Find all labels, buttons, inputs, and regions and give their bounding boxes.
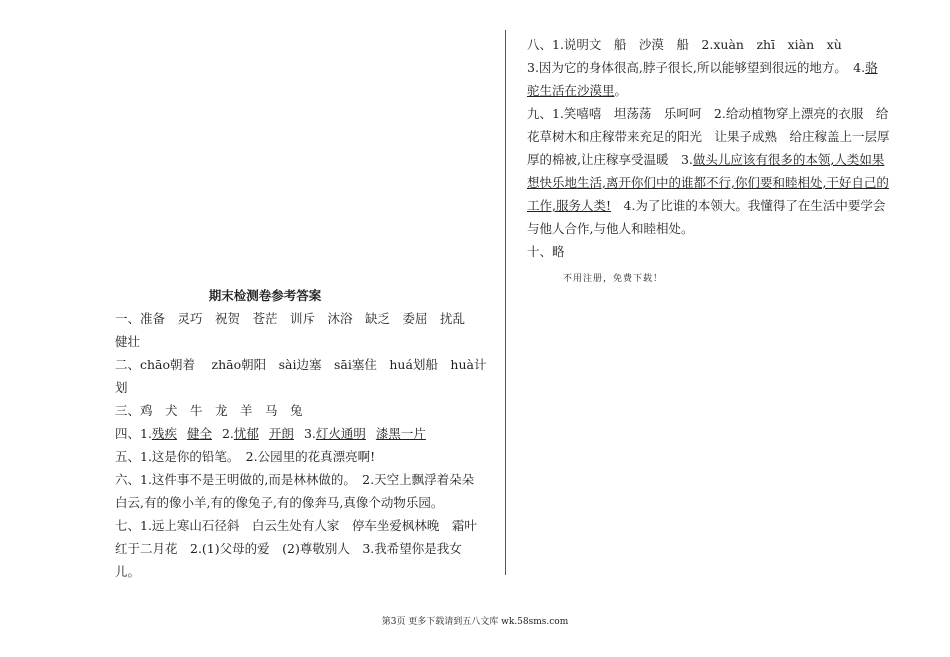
answer-8-cont — [527, 56, 892, 79]
download-notice: 不用注册，免费下载！ — [563, 274, 664, 284]
answer-3: 三、鸡 犬 牛 龙 羊 马 兔 — [115, 403, 303, 418]
answer-4-num-2: 2. — [221, 426, 234, 441]
answer-7-cont-2: 儿。 — [115, 564, 141, 579]
answer-8-cont-2 — [527, 79, 892, 102]
answer-4-num-3: 3. — [303, 426, 316, 441]
answer-9-underlined: 做头儿应该有很多的本领,人类如果 — [692, 152, 885, 167]
answer-9-cont-3: 想快乐地生活,离开你们中的谁都不行,你们要和睦相处,干好自己的 — [527, 175, 889, 190]
answer-5: 五、1.这是你的铅笔。 2.公园里的花真漂亮啊! — [115, 449, 376, 464]
column-divider — [505, 30, 506, 575]
answer-9: 九、1.笑嘻嘻 坦荡荡 乐呵呵 2.给动植物穿上漂亮的衣服 给 — [527, 106, 889, 121]
answer-4-word-1: 残疾 — [151, 426, 177, 441]
answer-1: 一、准备 灵巧 祝贺 苍茫 训斥 沐浴 缺乏 委屈 扰乱 — [115, 311, 466, 326]
answer-4-word-2: 健全 — [186, 426, 212, 441]
answer-8-underlined-cont: 驼生活在沙漠里 — [527, 83, 615, 98]
answer-4 — [115, 422, 475, 445]
answer-10: 十、略 — [527, 244, 565, 259]
answer-4-word-4: 开朗 — [268, 426, 294, 441]
answer-6: 六、1.这件事不是王明做的,而是林林做的。 2.天空上飘浮着朵朵 — [115, 472, 475, 487]
answer-4-prefix: 四、1. — [115, 426, 152, 441]
answer-7: 七、1.远上寒山石径斜 白云生处有人家 停车坐爱枫林晚 霜叶 — [115, 518, 477, 533]
answer-7-cont: 红于二月花 2.(1)父母的爱 (2)尊敬别人 3.我希望你是我女 — [115, 541, 462, 556]
answer-4-word-6: 漆黑一片 — [375, 426, 426, 441]
answer-4-word-5: 灯火通明 — [315, 426, 366, 441]
answer-9-text-4: 4.为了比谁的本领大。我懂得了在生活中要学会 — [611, 198, 886, 213]
answer-9-cont-5: 与他人合作,与他人和睦相处。 — [527, 221, 694, 236]
answer-2-cont: 划 — [115, 380, 128, 395]
answer-title: 期末检测卷参考答案 — [208, 288, 322, 303]
answer-9-underlined-end: 工作,服务人类! — [527, 198, 611, 213]
right-column — [527, 33, 892, 263]
answer-1-cont: 健壮 — [115, 334, 141, 349]
answer-8-text: 3.因为它的身体很高,脖子很长,所以能够望到很远的地方。 4. — [527, 60, 866, 75]
answer-8-end: 。 — [614, 83, 628, 98]
answer-9-text: 厚的棉被,让庄稼享受温暖 3. — [527, 152, 693, 167]
answer-4-word-3: 忧郁 — [233, 426, 259, 441]
answer-6-cont: 白云,有的像小羊,有的像兔子,有的像奔马,真像个动物乐园。 — [115, 495, 444, 510]
answer-8-underlined: 骆 — [865, 60, 878, 75]
left-column — [115, 284, 487, 583]
answer-9-cont-4 — [527, 194, 892, 217]
answer-9-cont: 花草树木和庄稼带来充足的阳光 让果子成熟 给庄稼盖上一层厚 — [527, 129, 890, 144]
page-footer: 第3页 更多下载请到五八文库 wk.58sms.com — [381, 617, 569, 627]
answer-2: 二、chāo朝着 zhāo朝阳 sài边塞 sāi塞住 huá划船 huà计 — [115, 357, 487, 372]
answer-9-cont-2 — [527, 148, 892, 171]
answer-8: 八、1.说明文 船 沙漠 船 2.xuàn zhī xiàn xù — [527, 37, 842, 52]
